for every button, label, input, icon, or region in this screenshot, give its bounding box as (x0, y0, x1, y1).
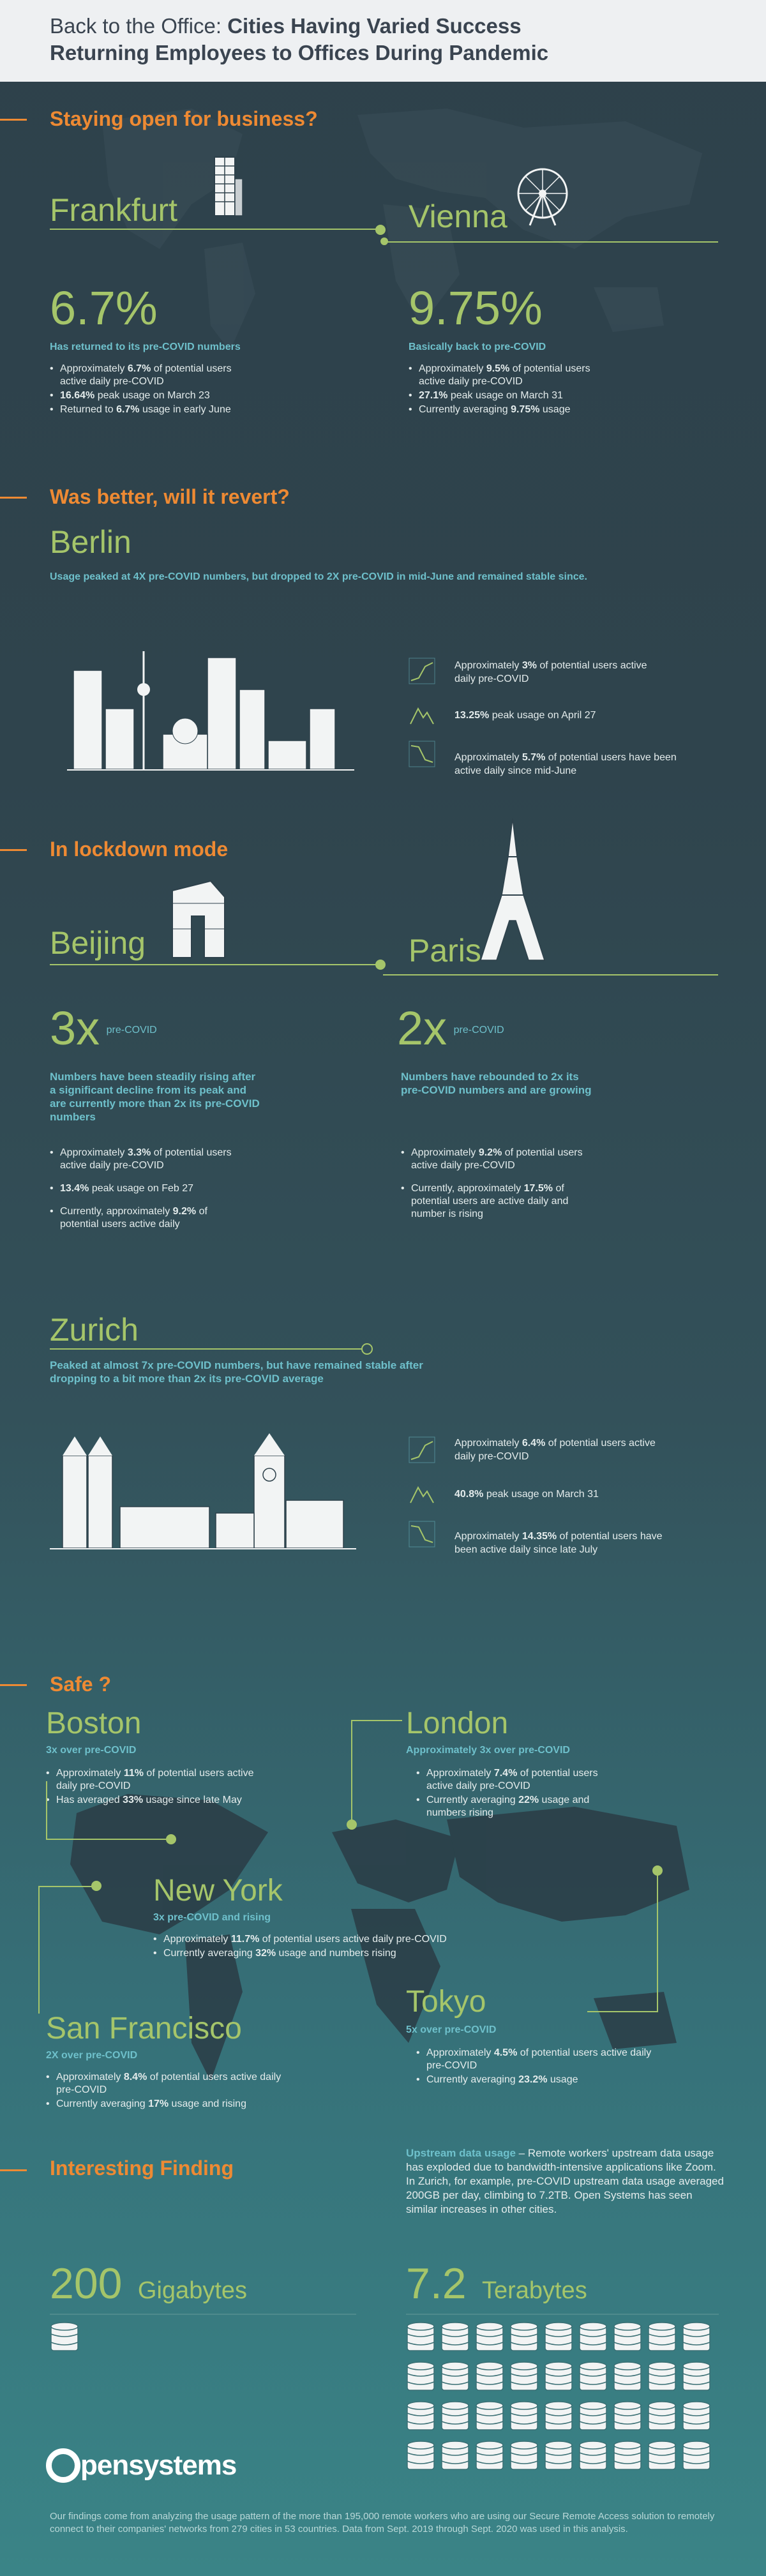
city-name-boston: Boston (46, 1706, 142, 1740)
database-icon (682, 2440, 711, 2474)
frankfurt-bullets (50, 363, 241, 418)
database-icon (578, 2321, 608, 2356)
bullet-item: • Approximately 7.4% of potential users active daily pre-COVID (416, 1767, 614, 1793)
vienna-bullets (409, 363, 600, 418)
finding-right-value: 7.2 (406, 2259, 467, 2308)
finding-left-unit: Gigabytes (137, 2277, 248, 2304)
database-icon (475, 2440, 504, 2474)
city-name-london: London (406, 1706, 509, 1740)
frankfurt-value: 6.7% (50, 282, 158, 335)
bullet-item: • Currently, approximately 9.2% of potential users active daily (50, 1205, 235, 1231)
rising-chart-icon (409, 658, 435, 684)
berlin-subtitle: Usage peaked at 4X pre-COVID numbers, but dropped to 2X pre-COVID in mid-June and remained stable since. (50, 571, 587, 582)
bullet-item: • Approximately 4.5% of potential users active daily pre-COVID (416, 2047, 659, 2072)
section-title-finding: Interesting Finding (50, 2157, 234, 2180)
bullet-item: • Approximately 6.7% of potential users active daily pre-COVID (50, 363, 241, 388)
database-icon (544, 2361, 573, 2395)
database-icon (509, 2400, 539, 2435)
database-icon (509, 2321, 539, 2356)
section-title-lockdown: In lockdown mode (50, 838, 229, 861)
bullet-item: • Currently, approximately 17.5% of potential users are active daily and number is rising (401, 1182, 605, 1221)
database-icon (647, 2361, 677, 2395)
city-name-newyork: New York (153, 1874, 283, 1908)
database-icon (544, 2321, 573, 2356)
zurich-subtitle: Peaked at almost 7x pre-COVID numbers, but have remained stable after dropping to a bit more than 2x its pre-COVID average (50, 1359, 423, 1385)
frankfurt-line-dot (375, 225, 386, 235)
london-connector (351, 1720, 352, 1822)
database-icon (613, 2321, 642, 2356)
beijing-cctv-building-icon (166, 878, 230, 961)
london-map-dot (347, 1819, 357, 1830)
database-icon (475, 2400, 504, 2435)
footer-note: Our findings come from analyzing the usage pattern of the more than 195,000 remote workers who are using our Secure Remote Access solution to remotely connect to their companies' networks from 279 cities in 53 countries. Data from Sept. 2019 through Sept. 2020 was used in this analysis. (50, 2511, 715, 2535)
bullet-item: • Currently averaging 23.2% usage (416, 2074, 659, 2086)
berlin-stat-1: Approximately 3% of potential users active daily pre-COVID (454, 660, 647, 684)
database-icon (613, 2440, 642, 2474)
city-name-beijing: Beijing (50, 925, 146, 961)
beijing-value-row (50, 1001, 157, 1055)
boston-subtitle: 3x over pre-COVID (46, 1745, 137, 1756)
database-icon (578, 2440, 608, 2474)
bullet-item: • 13.4% peak usage on Feb 27 (50, 1182, 235, 1195)
database-icon (406, 2321, 435, 2356)
database-icon (50, 2321, 79, 2356)
database-icon (440, 2321, 470, 2356)
database-icon (406, 2400, 435, 2435)
bullet-item: • 16.64% peak usage on March 23 (50, 389, 241, 402)
bullet-item: • Approximately 9.2% of potential users active daily pre-COVID (401, 1147, 605, 1172)
tokyo-subtitle: 5x over pre-COVID (406, 2024, 497, 2035)
database-icon (613, 2400, 642, 2435)
newyork-bullets (153, 1933, 536, 1961)
frankfurt-skyscraper-icon (209, 153, 248, 217)
database-icon (475, 2321, 504, 2356)
database-icon (647, 2400, 677, 2435)
boston-bullets (46, 1767, 257, 1808)
database-icon (647, 2321, 677, 2356)
boston-connector (46, 1839, 167, 1840)
database-icon (682, 2361, 711, 2395)
vienna-subtitle: Basically back to pre-COVID (409, 342, 546, 352)
san-francisco-connector (38, 1886, 40, 2014)
finding-right-value-row (406, 2259, 587, 2309)
finding-left-value-row (50, 2259, 247, 2309)
tokyo-bullets (416, 2047, 659, 2088)
database-icon (475, 2361, 504, 2395)
header-banner (0, 0, 766, 82)
bullet-item: • 27.1% peak usage on March 31 (409, 389, 600, 402)
paris-bullets (401, 1147, 605, 1231)
bullet-item: • Returned to 6.7% usage in early June (50, 403, 241, 416)
database-icon (544, 2440, 573, 2474)
database-icon (682, 2321, 711, 2356)
berlin-stat-2: 13.25% peak usage on April 27 (454, 710, 596, 721)
paris-value: 2x (397, 1002, 447, 1055)
frankfurt-underline (50, 229, 382, 230)
declining-chart-icon (409, 1521, 435, 1548)
database-icon (509, 2361, 539, 2395)
section-title-safe: Safe ? (50, 1673, 112, 1696)
beijing-subtitle: Numbers have been steadily rising after a significant decline from its peak and are currently more than 2x its pre-COVID numbers (50, 1071, 260, 1123)
city-name-frankfurt: Frankfurt (50, 192, 178, 228)
bullet-item: • Has averaged 33% usage since late May (46, 1794, 257, 1807)
zurich-underline (50, 1348, 363, 1350)
beijing-underline (50, 964, 382, 965)
vienna-value: 9.75% (409, 282, 543, 335)
database-icon (578, 2400, 608, 2435)
city-name-vienna: Vienna (409, 199, 507, 234)
zurich-line-ring (361, 1343, 373, 1355)
city-name-berlin: Berlin (50, 524, 131, 560)
finding-lead: Upstream data usage (406, 2147, 516, 2159)
zurich-stat-2: 40.8% peak usage on March 31 (454, 1489, 599, 1500)
finding-left-value: 200 (50, 2259, 123, 2308)
peak-mountain-icon (409, 1480, 435, 1507)
page-title-line-2: Returning Employees to Offices During Pandemic (50, 41, 549, 64)
boston-map-dot (166, 1834, 176, 1844)
database-icon (544, 2400, 573, 2435)
section-marker (0, 849, 27, 851)
logo-word: pensystems (80, 2450, 237, 2481)
paris-value-row (397, 1001, 504, 1055)
bullet-item: • Currently averaging 32% usage and numbers rising (153, 1947, 536, 1960)
san-francisco-connector (38, 1886, 96, 1887)
beijing-bullets (50, 1147, 235, 1241)
database-icon (578, 2361, 608, 2395)
database-icon (406, 2440, 435, 2474)
section-marker (0, 497, 27, 499)
city-name-zurich: Zurich (50, 1312, 139, 1348)
peak-mountain-icon (409, 701, 435, 728)
boston-connector (46, 1781, 47, 1839)
section-marker (0, 119, 27, 121)
section-marker (0, 2169, 27, 2171)
database-icon (613, 2361, 642, 2395)
logo-ring-icon (46, 2448, 80, 2483)
tokyo-connector (587, 2011, 658, 2012)
database-icon (406, 2361, 435, 2395)
database-icon (682, 2400, 711, 2435)
finding-right-unit: Terabytes (481, 2277, 587, 2304)
paris-underline (383, 974, 718, 975)
beijing-line-dot (375, 960, 386, 970)
zurich-stat-3: Approximately 14.35% of potential users have been active daily since late July (454, 1531, 663, 1555)
london-bullets (416, 1767, 614, 1821)
zurich-skyline-illustration (50, 1430, 356, 1551)
beijing-value-suffix: pre-COVID (106, 1025, 157, 1036)
vienna-underline (383, 241, 718, 243)
section-marker (0, 1684, 27, 1686)
database-icon (440, 2361, 470, 2395)
frankfurt-subtitle: Has returned to its pre-COVID numbers (50, 342, 241, 352)
section-title-revert: Was better, will it revert? (50, 485, 290, 508)
bullet-item: • Approximately 9.5% of potential users active daily pre-COVID (409, 363, 600, 388)
database-icon-grid (406, 2321, 725, 2474)
bullet-item: • Approximately 11% of potential users active daily pre-COVID (46, 1767, 257, 1793)
bullet-item: • Approximately 3.3% of potential users active daily pre-COVID (50, 1147, 235, 1172)
paris-eiffel-tower-icon (477, 818, 548, 962)
city-name-paris: Paris (409, 933, 481, 968)
zurich-stat-1: Approximately 6.4% of potential users active daily pre-COVID (454, 1438, 656, 1462)
beijing-value: 3x (50, 1002, 100, 1055)
bullet-item: • Currently averaging 22% usage and numbers rising (416, 1794, 614, 1819)
berlin-stat-3: Approximately 5.7% of potential users have been active daily since mid-June (454, 752, 677, 776)
open-systems-logo (46, 2448, 236, 2483)
bullet-item: • Approximately 8.4% of potential users active daily pre-COVID (46, 2071, 289, 2097)
london-subtitle: Approximately 3x over pre-COVID (406, 1745, 570, 1756)
page-title-line-1: Back to the Office: Cities Having Varied Success (50, 14, 522, 38)
san-francisco-subtitle: 2X over pre-COVID (46, 2050, 138, 2061)
paris-value-suffix: pre-COVID (453, 1025, 504, 1036)
bullet-item: • Currently averaging 9.75% usage (409, 403, 600, 416)
section-title-open: Staying open for business? (50, 107, 318, 130)
declining-chart-icon (409, 741, 435, 767)
finding-text (406, 2146, 725, 2217)
database-icon (440, 2400, 470, 2435)
city-name-san-francisco: San Francisco (46, 2012, 242, 2045)
city-name-tokyo: Tokyo (406, 1985, 486, 2019)
vienna-ferris-wheel-icon (511, 163, 574, 227)
bullet-item: • Approximately 11.7% of potential users active daily pre-COVID (153, 1933, 536, 1946)
bullet-item: • Currently averaging 17% usage and rising (46, 2098, 289, 2111)
database-icon (440, 2440, 470, 2474)
database-icon (509, 2440, 539, 2474)
finding-right-divider (406, 2314, 719, 2315)
berlin-skyline-illustration (67, 645, 354, 772)
london-connector (351, 1720, 402, 1721)
finding-body: – Remote workers' upstream data usage has exploded due to bandwidth-intensive applications like Zoom. In Zurich, for example, pre-COVID upstream data usage averaged 200GB per day, climbing to 7.2TB. Open Systems has seen similar increases in other cities. (406, 2147, 724, 2215)
database-icon (647, 2440, 677, 2474)
tokyo-connector (657, 1871, 658, 2011)
finding-left-divider (50, 2314, 356, 2315)
newyork-subtitle: 3x pre-COVID and rising (153, 1912, 271, 1923)
rising-chart-icon (409, 1436, 435, 1463)
paris-subtitle: Numbers have rebounded to 2x its pre-COVID numbers and are growing (401, 1071, 592, 1096)
san-francisco-bullets (46, 2071, 289, 2112)
